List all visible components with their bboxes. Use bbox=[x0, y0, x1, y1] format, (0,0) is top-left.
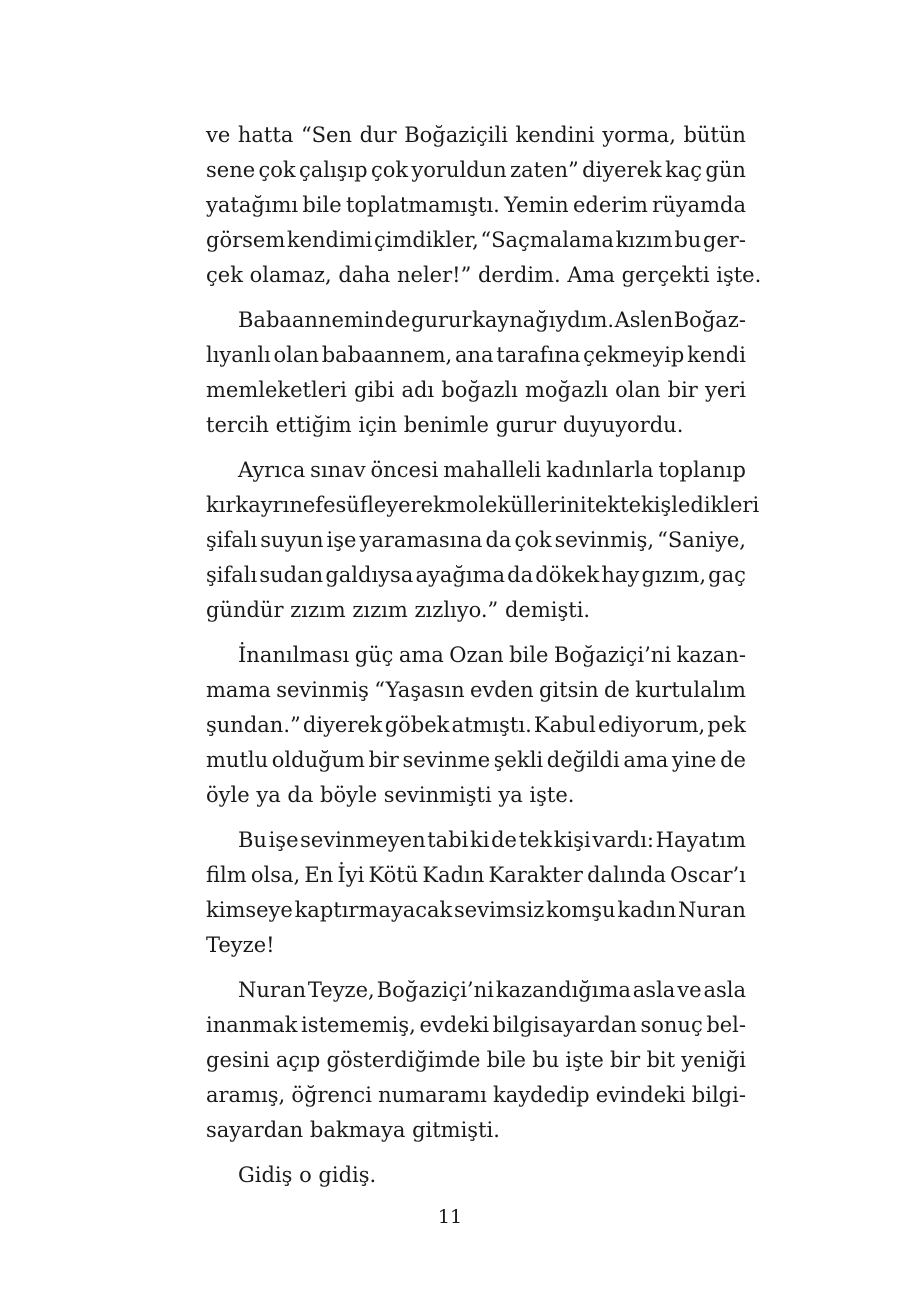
text-line: çek olamaz, daha neler!” derdim. Ama gerçekti işte. bbox=[206, 263, 762, 287]
paragraph bbox=[206, 453, 760, 628]
text-line: şifalı suyun işe yaramasına da çok sevinmiş, “Saniye, bbox=[206, 528, 746, 552]
text-line: aramış, öğrenci numaramı kaydedip evindeki bilgi- bbox=[206, 1083, 746, 1107]
text-line: kimseye kaptırmayacak sevimsiz komşu kadın Nuran bbox=[206, 898, 746, 922]
text-line: Teyze! bbox=[206, 933, 275, 957]
paragraph bbox=[206, 638, 746, 813]
text-line: görsem kendimi çimdikler, “Saçmalama kızım bu ger- bbox=[206, 228, 746, 252]
text-line: kırk ayrı nefes üfleyerek moleküllerini tek tek işledikleri bbox=[206, 493, 760, 517]
text-line: gesini açıp gösterdiğimde bile bu işte bir bit yeniği bbox=[206, 1048, 746, 1072]
text-line: inanmak istememiş, evdeki bilgisayardan sonuç bel- bbox=[206, 1013, 746, 1037]
text-line: gündür zızım zızım zızlıyo.” demişti. bbox=[206, 598, 591, 622]
text-line: İnanılması güç ama Ozan bile Boğaziçi’ni kazan- bbox=[238, 643, 746, 667]
text-line: sayardan bakmaya gitmişti. bbox=[206, 1118, 500, 1142]
paragraph bbox=[206, 973, 746, 1148]
text-line: tercih ettiğim için benimle gurur duyuyordu. bbox=[206, 413, 684, 437]
text-line: mutlu olduğum bir sevinme şekli değildi ama yine de bbox=[206, 748, 746, 772]
text-line: Bu işe sevinmeyen tabi ki de tek kişi vardı: Hayatım bbox=[238, 828, 746, 852]
paragraph bbox=[206, 118, 762, 293]
text-line: memleketleri gibi adı boğazlı moğazlı olan bir yeri bbox=[206, 378, 746, 402]
text-line: şundan.” diyerek göbek atmıştı. Kabul ediyorum, pek bbox=[206, 713, 746, 737]
text-line: öyle ya da böyle sevinmişti ya işte. bbox=[206, 783, 575, 807]
book-page-body bbox=[206, 118, 762, 1203]
text-line: lıyanlı olan babaannem, ana tarafına çekmeyip kendi bbox=[206, 343, 746, 367]
paragraph bbox=[206, 823, 746, 963]
text-line: Babaannemin de gurur kaynağıydım. Aslen Boğaz- bbox=[238, 308, 746, 332]
text-line: Nuran Teyze, Boğaziçi’ni kazandığıma asla ve asla bbox=[238, 978, 746, 1002]
text-line: mama sevinmiş “Yaşasın evden gitsin de kurtulalım bbox=[206, 678, 746, 702]
text-line: yatağımı bile toplatmamıştı. Yemin ederim rüyamda bbox=[206, 193, 746, 217]
text-line: sene çok çalışıp çok yoruldun zaten” diyerek kaç gün bbox=[206, 158, 746, 182]
text-line: şifalı sudan galdıysa ayağıma da dökek hay gızım, gaç bbox=[206, 563, 746, 587]
paragraph bbox=[206, 303, 746, 443]
text-line: Ayrıca sınav öncesi mahalleli kadınlarla toplanıp bbox=[238, 458, 746, 482]
paragraph bbox=[206, 1158, 746, 1193]
text-line: ve hatta “Sen dur Boğaziçili kendini yorma, bütün bbox=[206, 123, 746, 147]
page-number: 11 bbox=[437, 1206, 463, 1228]
text-line: film olsa, En İyi Kötü Kadın Karakter dalında Oscar’ı bbox=[206, 863, 746, 887]
text-line: Gidiş o gidiş. bbox=[238, 1163, 377, 1187]
